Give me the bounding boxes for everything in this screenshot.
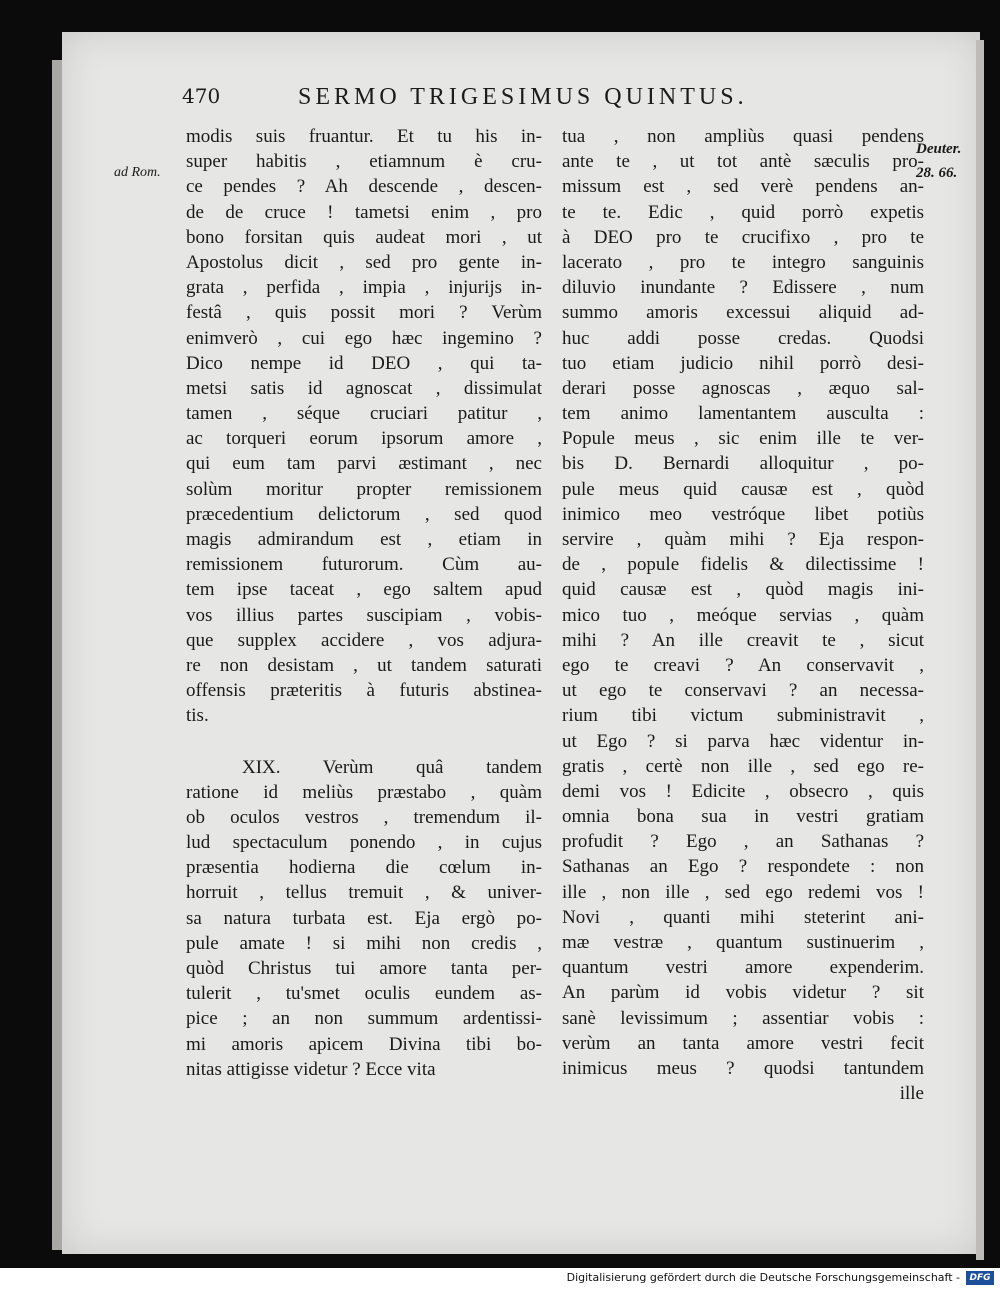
text-line: inimicus meus ? quodsi tantundem bbox=[562, 1057, 924, 1079]
text-column-right bbox=[562, 124, 924, 1106]
text-line: pule amate ! si mihi non credis , bbox=[186, 932, 542, 954]
dfg-logo: DFG bbox=[966, 1271, 994, 1285]
text-line: mæ vestræ , quantum sustinuerim , bbox=[562, 932, 924, 953]
text-line: servire , quàm mihi ? Eja respon- bbox=[562, 529, 924, 550]
text-line: sa natura turbata est. Eja ergò po- bbox=[186, 907, 542, 929]
text-line: tua , non ampliùs quasi pendens bbox=[562, 126, 924, 147]
text-line: ratione id meliùs præstabo , quàm bbox=[186, 781, 542, 803]
page-header bbox=[182, 84, 802, 118]
text-line: profudit ? Ego , an Sathanas ? bbox=[562, 831, 924, 853]
text-line: de , popule fidelis & dilectissime ! bbox=[562, 554, 924, 576]
text-line: Popule meus , sic enim ille te ver- bbox=[562, 428, 924, 450]
text-line: Apostolus dicit , sed pro gente in- bbox=[186, 251, 542, 273]
text-line: magis admirandum est , etiam in bbox=[186, 529, 542, 550]
text-line: rium tibi victum subministravit , bbox=[562, 705, 924, 727]
text-line: pice ; an non summum ardentissi- bbox=[186, 1008, 542, 1030]
text-line: ce pendes ? Ah descende , descen- bbox=[186, 176, 542, 198]
text-line: à DEO pro te crucifixo , pro te bbox=[562, 226, 924, 248]
running-title: SERMO TRIGESIMUS QUINTUS. bbox=[298, 84, 748, 110]
text-line: enimverò , cui ego hæc ingemino ? bbox=[186, 327, 542, 349]
text-line: tuo etiam judicio nihil porrò desi- bbox=[562, 352, 924, 374]
text-line: ille bbox=[899, 1083, 924, 1105]
text-line: diluvio inundante ? Edissere , num bbox=[562, 277, 924, 299]
text-line: bis D. Bernardi alloquitur , po- bbox=[562, 453, 924, 475]
text-line: metsi satis id agnoscat , dissimulat bbox=[186, 377, 542, 399]
text-line: derari posse agnoscas , æquo sal- bbox=[562, 377, 924, 399]
text-line: que supplex accidere , vos adjura- bbox=[186, 629, 542, 651]
text-line: quantum vestri amore expenderim. bbox=[562, 957, 924, 979]
text-line: qui eum tam parvi æstimant , nec bbox=[186, 453, 542, 475]
text-line: tulerit , tu'smet oculis eundem as- bbox=[186, 983, 542, 1005]
text-line: ego te creavi ? An conservavit , bbox=[562, 654, 924, 676]
text-line: huc addi posse credas. Quodsi bbox=[562, 327, 924, 349]
text-line: tem animo lamentantem ausculta : bbox=[562, 403, 924, 425]
text-line: festâ , quis possit mori ? Verùm bbox=[186, 302, 542, 324]
text-line: re non desistam , ut tandem saturati bbox=[186, 654, 542, 676]
text-line: ut ego te conservavi ? an necessa- bbox=[562, 680, 924, 702]
text-line: solùm moritur propter remissionem bbox=[186, 478, 542, 500]
text-line: An parùm id vobis videtur ? sit bbox=[562, 982, 924, 1004]
text-line: mico tuo , meóque servias , quàm bbox=[562, 604, 924, 626]
footer-bar bbox=[0, 1268, 1000, 1289]
page-edge-right bbox=[976, 40, 984, 1260]
text-column-left bbox=[186, 124, 542, 1082]
text-line: verùm an tanta amore vestri fecit bbox=[562, 1032, 924, 1054]
text-line: quid causæ est , quòd magis ini- bbox=[562, 579, 924, 601]
text-line: Sathanas an Ego ? respondete : non bbox=[562, 856, 924, 878]
margin-note-right-line2: 28. 66. bbox=[916, 165, 958, 181]
text-line: remissionem futurorum. Cùm au- bbox=[186, 554, 542, 576]
text-line: horruit , tellus tremuit , & univer- bbox=[186, 882, 542, 904]
text-line: summo amoris excessui aliquid ad- bbox=[562, 302, 924, 324]
text-line: tamen , séque cruciari patitur , bbox=[186, 403, 542, 425]
text-line: præcedentium delictorum , sed quod bbox=[186, 503, 542, 525]
text-line: tem ipse taceat , ego saltem apud bbox=[186, 579, 542, 601]
text-line: grata , perfida , impia , injurijs in- bbox=[186, 277, 542, 299]
text-line: te te. Edic , quid porrò expetis bbox=[562, 201, 924, 223]
text-line: lacerato , pro te integro sanguinis bbox=[562, 251, 924, 273]
text-line: bono forsitan quis audeat mori , ut bbox=[186, 226, 542, 248]
text-line: ut Ego ? si parva hæc videntur in- bbox=[562, 730, 924, 752]
text-line: demi vos ! Edicite , obsecro , quis bbox=[562, 780, 924, 802]
margin-note-right-line1: Deuter. bbox=[916, 141, 962, 157]
text-line: ob oculos vestros , tremendum il- bbox=[186, 806, 542, 828]
text-line: tis. bbox=[186, 705, 209, 727]
page-number: 470 bbox=[182, 84, 221, 108]
text-line: inimico meo vestróque libet potiùs bbox=[562, 503, 924, 525]
text-line: XIX. Verùm quâ tandem bbox=[242, 756, 542, 778]
text-line: Novi , quanti mihi steterint ani- bbox=[562, 906, 924, 928]
text-line: modis suis fruantur. Et tu his in- bbox=[186, 126, 542, 147]
text-line: de de cruce ! tametsi enim , pro bbox=[186, 201, 542, 223]
text-line: nitas attigisse videtur ? Ecce vita bbox=[186, 1058, 436, 1080]
text-line: gratis , certè non ille , sed ego re- bbox=[562, 755, 924, 777]
text-line: lud spectaculum ponendo , in cujus bbox=[186, 832, 542, 854]
text-line: super habitis , etiamnum è cru- bbox=[186, 151, 542, 173]
text-line: quòd Christus tui amore tanta per- bbox=[186, 958, 542, 979]
text-line: sanè levissimum ; assentiar vobis : bbox=[562, 1007, 924, 1029]
text-line: ante te , ut tot antè sæculis pro- bbox=[562, 151, 924, 173]
text-line: mi amoris apicem Divina tibi bo- bbox=[186, 1033, 542, 1055]
paragraph-gap bbox=[186, 729, 542, 755]
text-line: offensis præteritis à futuris abstinea- bbox=[186, 680, 542, 702]
text-line: ac torqueri eorum ipsorum amore , bbox=[186, 428, 542, 450]
text-line: mihi ? An ille creavit te , sicut bbox=[562, 629, 924, 651]
text-line: missum est , sed verè pendens an- bbox=[562, 176, 924, 198]
footer-funding-text: Digitalisierung gefördert durch die Deutsche Forschungsgemeinschaft - bbox=[566, 1271, 960, 1284]
text-line: præsentia hodierna die cœlum in- bbox=[186, 857, 542, 879]
text-line: omnia bona sua in vestri gratiam bbox=[562, 806, 924, 828]
text-line: ille , non ille , sed ego redemi vos ! bbox=[562, 881, 924, 903]
margin-note-left: ad Rom. bbox=[114, 165, 161, 180]
text-line: vos illius partes suscipiam , vobis- bbox=[186, 604, 542, 626]
text-line: pule meus quid causæ est , quòd bbox=[562, 478, 924, 500]
text-line: Dico nempe id DEO , qui ta- bbox=[186, 352, 542, 374]
